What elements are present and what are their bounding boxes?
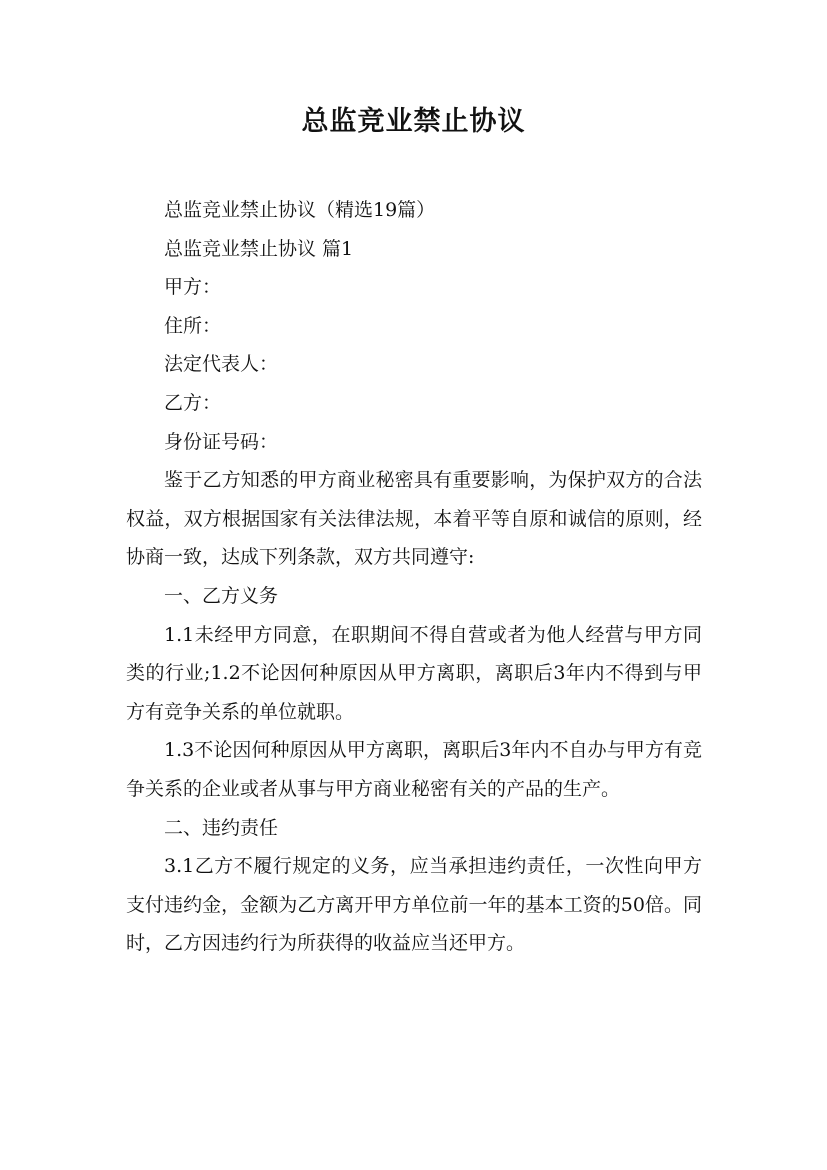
paragraph-id-number: 身份证号码：	[164, 430, 279, 453]
paragraph-heading-liability: 二、违约责任	[164, 816, 279, 839]
paragraph-heading-obligations: 一、乙方义务	[164, 584, 279, 607]
paragraph-clause-1-1: 1.1未经甲方同意，在职期间不得自营或者为他人经营与甲方同类的行业;1.2不论因何种原因从甲方离职，离职后3年内不得到与甲方有竞争关系的单位就职。	[126, 623, 702, 723]
paragraph-subtitle: 总监竞业禁止协议（精选19篇）	[164, 199, 436, 221]
paragraph-clause-1-3: 1.3不论因何种原因从甲方离职，离职后3年内不自办与甲方有竞争关系的企业或者从事与甲方商业秘密有关的产品的生产。	[126, 739, 702, 800]
document-title: 总监竞业禁止协议	[301, 106, 526, 137]
paragraph-preamble: 鉴于乙方知悉的甲方商业秘密具有重要影响，为保护双方的合法权益，双方根据国家有关法律法规，本着平等自原和诚信的原则，经协商一致，达成下列条款，双方共同遵守:	[126, 469, 702, 569]
document-body	[126, 191, 702, 963]
paragraph-party-b: 乙方：	[164, 391, 222, 414]
paragraph-section-heading: 总监竞业禁止协议 篇1	[164, 237, 354, 260]
paragraph-party-a: 甲方：	[164, 276, 222, 299]
paragraph-legal-representative: 法定代表人：	[164, 353, 279, 376]
paragraph-clause-3-1: 3.1乙方不履行规定的义务，应当承担违约责任，一次性向甲方支付违约金，金额为乙方离开甲方单位前一年的基本工资的50倍。同时，乙方因违约行为所获得的收益应当还甲方。	[126, 855, 702, 955]
paragraph-address: 住所：	[164, 314, 222, 337]
